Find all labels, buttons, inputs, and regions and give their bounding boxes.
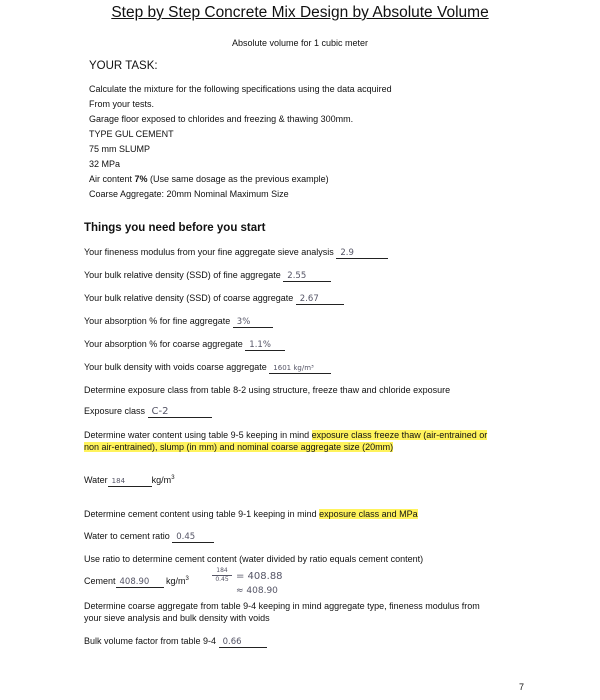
fine-absorption-value: 3% (233, 317, 273, 328)
calc-result: = 408.88 (236, 571, 283, 582)
task-line: 32 MPa (89, 159, 121, 169)
wc-ratio-label: Water to cement ratio (84, 531, 170, 541)
cement-instruction-highlight: exposure class and MPa (319, 509, 418, 519)
section-heading: Things you need before you start (84, 222, 266, 234)
bvf-label: Bulk volume factor from table 9-4 (84, 636, 217, 646)
air-content-prefix: Air content (89, 174, 135, 184)
calc-numerator: 184 (216, 567, 228, 574)
ratio-instruction: Use ratio to determine cement content (water divided by ratio equals cement content) (84, 554, 424, 564)
cement-unit-exponent: 3 (185, 576, 189, 582)
fineness-label: Your fineness modulus from your fine aggregate sieve analysis (84, 247, 334, 257)
fine-density-row (84, 270, 331, 282)
document-title: Step by Step Concrete Mix Design by Absolute Volume (111, 4, 489, 21)
fine-absorption-row (84, 316, 273, 328)
page-number: 7 (518, 682, 524, 692)
exposure-row (84, 406, 212, 418)
task-line: Calculate the mixture for the following specifications using the data acquired (89, 84, 392, 94)
coarse-instruction: Determine coarse aggregate from table 9-4 keeping in mind aggregate type, fineness modulus from your sieve analysis and bulk density with voids (84, 601, 480, 623)
bvf-value: 0.66 (219, 637, 267, 648)
water-instruction-highlight: exposure class freeze thaw (air-entrained or non air-entrained), slump (in mm) (84, 430, 488, 452)
fineness-row (84, 247, 388, 259)
water-unit: kg/m (151, 475, 172, 485)
water-value: 184 (108, 476, 152, 487)
water-row (84, 475, 175, 487)
fine-density-value: 2.55 (283, 271, 331, 282)
fine-density-label: Your bulk relative density (SSD) of fine aggregate (84, 270, 281, 280)
cement-row (84, 576, 189, 588)
water-instruction-text: Determine water content using table 9-5 keeping in mind (84, 430, 312, 440)
calc-denominator: 0.45 (212, 575, 232, 584)
task-line: TYPE GUL CEMENT (89, 129, 174, 139)
water-instruction-highlight-2: nominal coarse aggregate size (20mm) (237, 442, 394, 452)
cement-instruction (84, 509, 418, 519)
document-subtitle: Absolute volume for 1 cubic meter (231, 38, 369, 48)
coarse-density-label: Your bulk relative density (SSD) of coarse aggregate (84, 293, 294, 303)
cement-value: 408.90 (116, 577, 164, 588)
task-line: From your tests. (89, 99, 155, 109)
fineness-value: 2.9 (336, 248, 388, 259)
cement-unit: kg/m (166, 576, 186, 586)
task-line: 75 mm SLUMP (89, 144, 151, 154)
air-content-note: (Use same dosage as the previous example) (147, 174, 329, 184)
cement-label: Cement (84, 576, 116, 586)
water-instruction (84, 429, 494, 453)
calc-rounded: ≈ 408.90 (236, 586, 278, 596)
water-unit-exponent: 3 (171, 475, 175, 481)
calc-fraction (212, 567, 232, 584)
air-content-line (89, 172, 329, 187)
bvf-row (84, 636, 267, 648)
bulk-density-label: Your bulk density with voids coarse aggregate (84, 362, 267, 372)
exposure-label: Exposure class (84, 406, 146, 416)
coarse-absorption-label: Your absorption % for coarse aggregate (84, 339, 243, 349)
task-line: Garage floor exposed to chlorides and freezing & thawing 300mm. (89, 114, 354, 124)
water-label: Water (84, 475, 108, 485)
task-line: Coarse Aggregate: 20mm Nominal Maximum Size (89, 189, 289, 199)
wc-ratio-row (84, 531, 214, 543)
wc-ratio-value: 0.45 (172, 532, 214, 543)
exposure-value: C-2 (148, 407, 212, 418)
exposure-instruction: Determine exposure class from table 8-2 using structure, freeze thaw and chloride exposure (84, 385, 451, 395)
coarse-density-value: 2.67 (296, 294, 344, 305)
bulk-density-row (84, 362, 331, 374)
coarse-absorption-row (84, 339, 285, 351)
fine-absorption-label: Your absorption % for fine aggregate (84, 316, 231, 326)
task-heading: YOUR TASK: (89, 60, 158, 72)
bulk-density-value: 1601 kg/m³ (269, 363, 331, 374)
water-instruction-and: and (217, 442, 238, 452)
coarse-density-row (84, 293, 344, 305)
cement-instruction-text: Determine cement content using table 9-1 keeping in mind (84, 509, 320, 519)
air-content-value: 7% (134, 174, 148, 184)
coarse-absorption-value: 1.1% (245, 340, 285, 351)
